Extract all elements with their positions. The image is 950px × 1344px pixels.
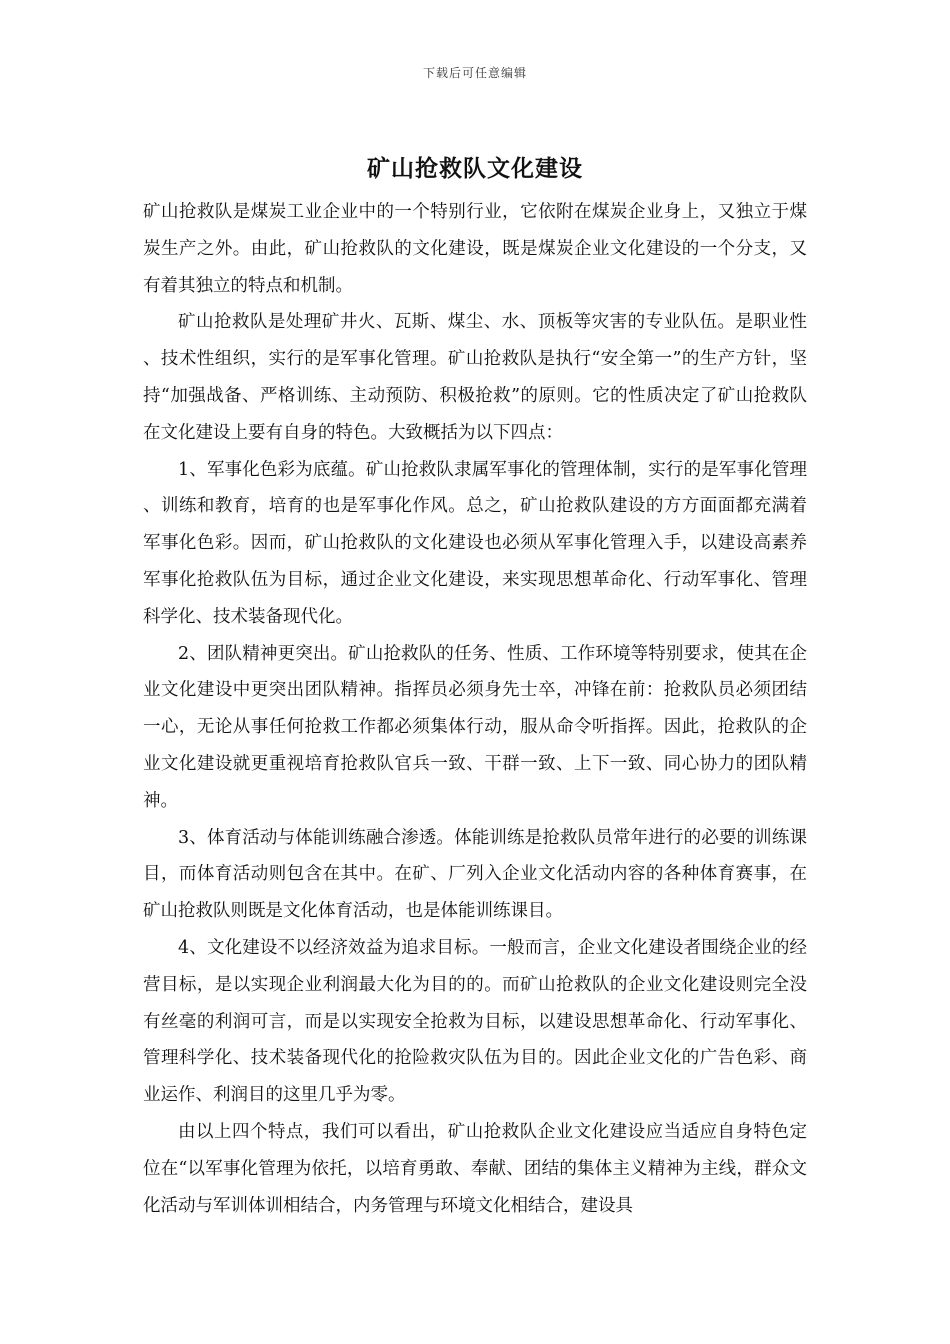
paragraph-point-2: 2、团队精神更突出。矿山抢救队的任务、性质、工作环境等特别要求，使其在企业文化建设中更突出团队精神。指挥员必须身先士卒，冲锋在前：抢救队员必须团结一心，无论从事任何抢救工作都必须集体行动，服从命令听指挥。因此，抢救队的企业文化建设就更重视培育抢救队官兵一致、干群一致、上下一致、同心协力的团队精神。 bbox=[143, 643, 807, 811]
paragraph-nature: 矿山抢救队是处理矿井火、瓦斯、煤尘、水、顶板等灾害的专业队伍。是职业性、技术性组织，实行的是军事化管理。矿山抢救队是执行“安全第一”的生产方针，坚持“加强战备、严格训练、主动预防、积极抢救”的原则。它的性质决定了矿山抢救队在文化建设上要有自身的特色。大致概括为以下四点： bbox=[143, 312, 807, 443]
document-body bbox=[143, 194, 807, 1224]
paragraph-intro: 矿山抢救队是煤炭工业企业中的一个特别行业，它依附在煤炭企业身上，又独立于煤炭生产之外。由此，矿山抢救队的文化建设，既是煤炭企业文化建设的一个分支，又有着其独立的特点和机制。 bbox=[143, 202, 807, 296]
paragraph-conclusion: 由以上四个特点，我们可以看出，矿山抢救队企业文化建设应当适应自身特色定位在“以军事化管理为依托，以培育勇敢、奉献、团结的集体主义精神为主线，群众文化活动与军训体训相结合，内务管理与环境文化相结合，建设具 bbox=[143, 1121, 807, 1216]
paragraph-point-3: 3、体育活动与体能训练融合渗透。体能训练是抢救队员常年进行的必要的训练课目，而体育活动则包含在其中。在矿、厂列入企业文化活动内容的各种体育赛事，在矿山抢救队则既是文化体育活动，也是体能训练课目。 bbox=[143, 827, 807, 922]
paragraph-point-1: 1、军事化色彩为底蕴。矿山抢救队隶属军事化的管理体制，实行的是军事化管理、训练和教育，培育的也是军事化作风。总之，矿山抢救队建设的方方面面都充满着军事化色彩。因而，矿山抢救队的文化建设也必须从军事化管理入手，以建设高素养军事化抢救队伍为目标，通过企业文化建设，来实现思想革命化、行动军事化、管理科学化、技术装备现代化。 bbox=[143, 459, 807, 627]
document-title: 矿山抢救队文化建设 bbox=[367, 155, 583, 182]
page-header-note: 下载后可任意编辑 bbox=[422, 66, 527, 80]
paragraph-point-4: 4、文化建设不以经济效益为追求目标。一般而言，企业文化建设者围绕企业的经营目标，是以实现企业利润最大化为目的的。而矿山抢救队的企业文化建设则完全没有丝毫的利润可言，而是以实现安全抢救为目标，以建设思想革命化、行动军事化、管理科学化、技术装备现代化的抢险救灾队伍为目的。因此企业文化的广告色彩、商业运作、利润目的这里几乎为零。 bbox=[143, 937, 807, 1106]
